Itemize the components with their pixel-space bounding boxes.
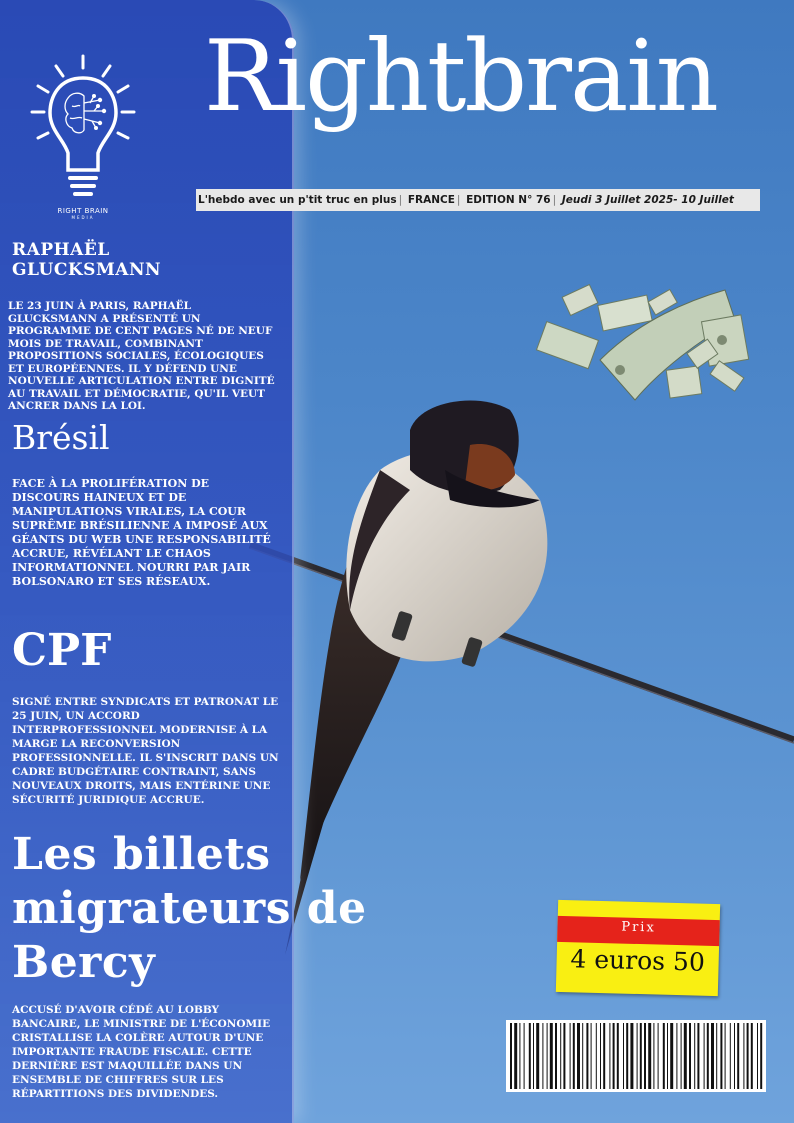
barcode-icon: [506, 1020, 766, 1092]
barcode-stripe: [704, 1023, 705, 1089]
barcode-stripe: [586, 1023, 588, 1089]
logo-subtext: MEDIA: [71, 215, 95, 220]
barcode-stripe: [694, 1023, 695, 1089]
price-label: Prix: [557, 916, 720, 946]
price-amount: 4 euros 50: [570, 944, 706, 977]
story-title-glucksmann: RAPHAËL GLUCKSMANN: [12, 240, 162, 280]
barcode-stripe: [573, 1023, 575, 1089]
barcode-stripe: [536, 1023, 539, 1089]
tagline: L'hebdo avec un p'tit truc en plus: [198, 194, 397, 206]
barcode-stripe: [510, 1023, 512, 1089]
barcode-stripe: [630, 1023, 633, 1089]
barcode-stripe: [737, 1023, 739, 1089]
barcode-stripe: [640, 1023, 642, 1089]
story-title-cpf: CPF: [12, 625, 112, 676]
barcode-stripe: [730, 1023, 731, 1089]
story-title-bresil: Brésil: [12, 418, 110, 457]
masthead-title: Rightbrain: [204, 20, 717, 134]
barcode-stripe: [529, 1023, 531, 1089]
barcode-stripe: [519, 1023, 520, 1089]
barcode-stripe: [653, 1023, 654, 1089]
story-body-cpf: SIGNÉ ENTRE SYNDICATS ET PATRONAT LE 25 JUIN, UN ACCORD INTERPROFESSIONNEL MODERNISE À LA MARGE LA RECONVERSION PROFESSIONNELLE. IL S'INSCRIT DANS UN CADRE BUDGÉTAIRE CONTRAINT, SANS NOUVEAUX DROITS, MAIS ENTÉRINE UNE SÉCURITÉ JURIDIQUE ACCRUE.: [12, 696, 279, 806]
barcode-stripe: [676, 1023, 677, 1089]
barcode-stripe: [684, 1023, 687, 1089]
barcode-stripe: [577, 1023, 580, 1089]
barcode-stripe: [563, 1023, 565, 1089]
edition-number: EDITION N° 76: [466, 194, 551, 206]
country: FRANCE: [407, 194, 455, 206]
barcode-stripe: [648, 1023, 651, 1089]
barcode-stripe: [711, 1023, 714, 1089]
story-body-glucksmann: LE 23 JUIN À PARIS, RAPHAËL GLUCKSMANN A PRÉSENTÉ UN PROGRAMME DE CENT PAGES NÉ DE NEUF MOIS DE TRAVAIL, COMBINANT PROPOSITIONS SOCIALES, ÉCOLOGIQUES ET EUROPÉENNES. IL Y DÉFEND UNE NOUVELLE ARTICULATION ENTRE DIGNITÉ AU TRAVAIL ET DÉMOCRATIE, QU'IL VEUT ANCRER DANS LA LOI.: [8, 300, 275, 412]
barcode-stripe: [697, 1023, 699, 1089]
barcode-stripe: [560, 1023, 561, 1089]
barcode-stripe: [720, 1023, 722, 1089]
barcode-stripe: [617, 1023, 619, 1089]
logo-caption: [20, 207, 146, 220]
barcode-stripe: [663, 1023, 665, 1089]
barcode-stripe: [716, 1023, 717, 1089]
barcode-stripe: [623, 1023, 624, 1089]
barcode-stripe: [751, 1023, 753, 1089]
strapline: L'hebdo avec un p'tit truc en plus | FRANCE | EDITION N° 76 | Jeudi 3 Juillet 2025- 10 Juillet: [196, 189, 760, 211]
barcode-stripe: [524, 1023, 525, 1089]
barcode-stripe: [725, 1023, 726, 1089]
barcode-stripe: [747, 1023, 749, 1089]
price-tag: [556, 900, 720, 996]
barcode-stripe: [550, 1023, 553, 1089]
barcode-stripe: [707, 1023, 709, 1089]
barcode-stripe: [637, 1023, 638, 1089]
logo-text: RIGHT BRAIN: [57, 207, 109, 215]
barcode-stripe: [547, 1023, 548, 1089]
barcode-stripe: [603, 1023, 605, 1089]
barcode-stripe: [757, 1023, 758, 1089]
barcode-stripe: [644, 1023, 646, 1089]
barcode-stripe: [514, 1023, 517, 1089]
issue-dates: Jeudi 3 Juillet 2025- 10 Juillet: [561, 194, 734, 206]
barcode-stripe: [591, 1023, 592, 1089]
money-bills-icon: [536, 285, 748, 400]
barcode-stripe: [681, 1023, 682, 1089]
barcode-stripe: [626, 1023, 628, 1089]
barcode-stripe: [570, 1023, 571, 1089]
barcode-stripe: [689, 1023, 691, 1089]
cover-headline: Les billets migrateurs de Bercy: [12, 829, 367, 988]
barcode-stripe: [542, 1023, 543, 1089]
barcode-stripe: [555, 1023, 557, 1089]
barcode-stripe: [600, 1023, 601, 1089]
barcode-stripe: [760, 1023, 762, 1089]
barcode-stripe: [670, 1023, 673, 1089]
barcode-stripe: [596, 1023, 597, 1089]
barcode-stripe: [613, 1023, 615, 1089]
barcode-stripe: [743, 1023, 744, 1089]
story-body-bresil: FACE À LA PROLIFÉRATION DE DISCOURS HAINEUX ET DE MANIPULATIONS VIRALES, LA COUR SUPRÊME BRÉSILIENNE A IMPOSÉ AUX GÉANTS DU WEB UNE RESPONSABILITÉ ACCRUE, RÉVÉLANT LE CHAOS INFORMATIONNEL NOURRI PAR JAIR BOLSONARO ET SES RÉSEAUX.: [12, 477, 271, 588]
barcode-stripe: [582, 1023, 583, 1089]
cover-headline-body: ACCUSÉ D'AVOIR CÉDÉ AU LOBBY BANCAIRE, LE MINISTRE DE L'ÉCONOMIE CRISTALLISE LA COLÈRE AUTOUR D'UNE IMPORTANTE FRAUDE FISCALE. CETTE DERNIÈRE EST MAQUILLÉE DANS UN ENSEMBLE DE CHIFFRES SUR LES RÉPARTITIONS DES DIVIDENDES.: [12, 1004, 271, 1100]
barcode-stripe: [734, 1023, 735, 1089]
barcode-stripe: [667, 1023, 668, 1089]
barcode-stripe: [609, 1023, 610, 1089]
barcode-stripe: [658, 1023, 659, 1089]
barcode-stripe: [533, 1023, 534, 1089]
